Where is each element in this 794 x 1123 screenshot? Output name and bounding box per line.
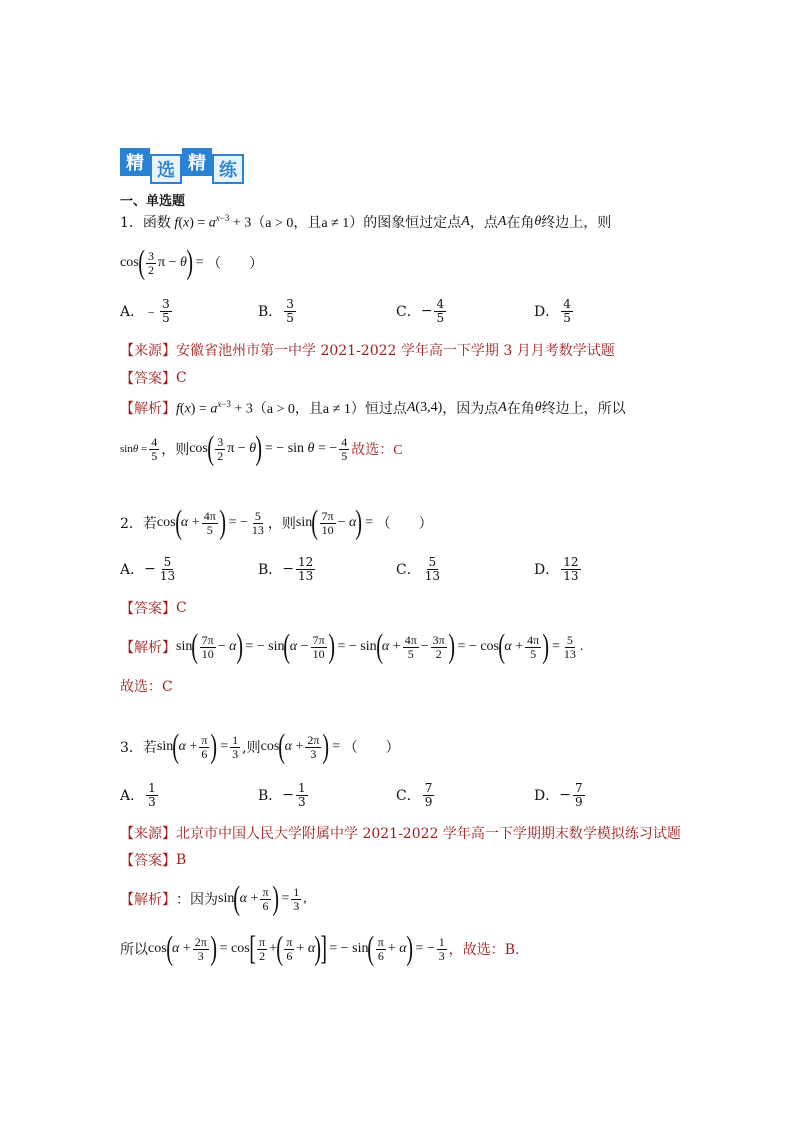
option-numerator: 7 <box>424 781 433 795</box>
q1-option-a <box>120 298 174 324</box>
q1-expression: cos ( $\frac{3}{2}$ π − θ ) = （ ） <box>120 244 264 281</box>
option-denominator: 13 <box>298 568 314 583</box>
q1-option-d <box>534 298 575 324</box>
option-letter: B． <box>258 304 283 321</box>
theta: θ <box>534 214 542 229</box>
option-numerator: 12 <box>298 555 314 569</box>
option-letter: C． <box>396 562 421 579</box>
analysis-conclusion: ，故选：B. <box>448 942 520 958</box>
q3-source <box>120 823 681 843</box>
option-sign: − <box>282 561 295 578</box>
point-coordinates: A(3,4) <box>406 400 443 415</box>
option-letter: C． <box>396 788 421 805</box>
header-tile: 练 <box>212 154 244 184</box>
option-letter: D． <box>534 562 560 579</box>
q1-analysis-line2: sinθ = $\frac{4}{5}$ ，则 cos ( $\frac{3}{2}$ π − θ ) = − sin θ = − $\frac{4}{5}$ 故选：C <box>120 430 403 467</box>
q3-option-a <box>120 782 160 808</box>
stem-text: ,则 <box>242 740 261 756</box>
option-denominator: 13 <box>159 568 176 583</box>
q1-answer <box>120 368 187 388</box>
question-number: 2．若 <box>120 516 157 532</box>
option-letter: D． <box>534 788 560 805</box>
answer-value: C <box>176 370 187 386</box>
question-number: 3．若 <box>120 740 157 756</box>
q2-stem: 2．若 cos ( α + $\frac{4\pi}{5}$ ) = − $\frac{5}{13}$ ，则 sin ( $\frac{7\pi}{10}$ − α ) = （ ） <box>120 504 433 541</box>
q3-option-c <box>396 782 436 808</box>
function-expression: $f(x) = a^{x-3} + 3$ <box>176 398 253 417</box>
answer-blank: （ ） <box>343 740 400 756</box>
option-letter: B． <box>258 788 283 805</box>
q2-option-a <box>120 556 179 582</box>
stem-text: ，点 <box>469 215 498 231</box>
option-denominator: 9 <box>424 794 433 809</box>
option-numerator: 4 <box>436 297 445 311</box>
option-sign: − <box>282 787 295 804</box>
option-letter: A． <box>120 788 145 805</box>
analysis-text: ，则 <box>161 443 190 458</box>
header-tile: 精 <box>182 148 212 176</box>
answer-blank: （ ） <box>207 257 264 272</box>
option-letter: B． <box>258 562 283 579</box>
analysis-text: 终边上，所以 <box>541 401 626 417</box>
answer-value: B <box>176 852 187 868</box>
header-tile: 选 <box>150 154 182 184</box>
option-denominator: 5 <box>286 310 294 325</box>
point-a: A <box>461 214 470 229</box>
q3-analysis-line1: 【解析】 ：因为 sin ( α + $\frac{\pi}{6}$ ) = $\frac{1}{3}$ , <box>120 880 307 917</box>
condition-text: （a > 0，且a ≠ 1） <box>251 216 364 231</box>
option-denominator: 5 <box>436 310 445 325</box>
option-denominator: 5 <box>162 310 170 325</box>
q2-answer <box>120 598 187 618</box>
option-numerator: 12 <box>563 555 579 569</box>
condition-text: （a > 0，且a ≠ 1） <box>252 402 365 417</box>
option-letter: A． <box>120 562 145 579</box>
option-sign: − <box>559 787 571 804</box>
answer-label: 【答案】 <box>120 601 176 617</box>
q3-option-d <box>534 782 587 808</box>
analysis-conclusion: 故选：C <box>351 443 403 458</box>
option-numerator: 1 <box>298 781 306 795</box>
option-denominator: 9 <box>574 794 583 809</box>
stem-text: ，则 <box>267 516 296 532</box>
option-numerator: 3 <box>162 297 170 311</box>
answer-label: 【答案】 <box>120 371 176 387</box>
stem-text: 终边上，则 <box>541 215 612 231</box>
option-letter: D． <box>534 304 560 321</box>
theta: θ <box>534 400 542 415</box>
q3-answer <box>120 850 186 870</box>
analysis-label: 【解析】 <box>120 640 176 656</box>
q1-option-c <box>396 298 448 324</box>
option-numerator: 5 <box>163 555 172 569</box>
option-numerator: 7 <box>574 781 583 795</box>
option-numerator: 4 <box>563 297 571 311</box>
option-numerator: 1 <box>148 781 156 795</box>
analysis-text: ：因为 <box>176 892 218 908</box>
question-number: 1． <box>120 215 143 231</box>
answer-value: C <box>176 600 187 616</box>
analysis-text: ，因为点 <box>442 401 499 417</box>
source-text: 安徽省池州市第一中学 2021-2022 学年高一下学期 3 月月考数学试题 <box>176 343 615 359</box>
section-title: 一、单选题 <box>120 194 186 209</box>
stem-text: 在角 <box>506 215 535 231</box>
analysis-text: 所以 <box>120 942 148 958</box>
source-text: 北京市中国人民大学附属中学 2021-2022 学年高一下学期期末数学模拟练习试题 <box>176 826 681 842</box>
q2-option-c <box>396 556 444 582</box>
option-letter: C． <box>396 304 421 321</box>
option-numerator: 5 <box>428 555 437 569</box>
analysis-text: 在角 <box>506 401 535 417</box>
function-expression: $f(x) = a^{x-3} + 3$ <box>174 212 252 231</box>
answer-label: 【答案】 <box>120 853 176 869</box>
option-denominator: 13 <box>424 568 440 583</box>
q2-conclusion: 故选：C <box>120 679 173 695</box>
analysis-label: 【解析】 <box>120 401 176 417</box>
option-letter: A． <box>120 304 145 321</box>
q1-source <box>120 340 615 360</box>
q3-analysis-line2: 所以 cos ( α + $\frac{2\pi}{3}$ ) = cos [ $\frac{\pi}{2}$ + ( $\frac{\pi}{6}$ + α ) ] = − sin ( $\frac{\pi}{6}$ + α ) = − $\frac{1}{3}$ ，故选：B. <box>120 930 520 967</box>
option-denominator: 3 <box>148 794 156 809</box>
q3-option-b <box>258 782 310 808</box>
analysis-text: 恒过点 <box>364 401 407 417</box>
q3-stem: 3．若 sin ( α + $\frac{\pi}{6}$ ) = $\frac{1}{3}$ ,则 cos ( α + $\frac{2\pi}{3}$ ) = （ ） <box>120 728 400 765</box>
analysis-label: 【解析】 <box>120 892 176 908</box>
stem-text: 的图象恒过定点 <box>363 215 462 231</box>
option-denominator: 13 <box>563 568 579 583</box>
q1-option-b <box>258 298 298 324</box>
q1-analysis-line1 <box>120 398 626 418</box>
q2-option-d <box>534 556 583 582</box>
option-denominator: 3 <box>298 794 306 809</box>
header-banner <box>120 148 244 184</box>
source-label: 【来源】 <box>120 826 176 842</box>
source-label: 【来源】 <box>120 343 176 359</box>
q1-stem <box>120 212 611 232</box>
option-sign: − <box>144 561 156 578</box>
stem-text: 函数 <box>142 215 171 231</box>
option-sign: − <box>420 303 433 320</box>
q2-option-b <box>258 556 317 582</box>
q2-analysis: 【解析】 sin ( $\frac{7\pi}{10}$ − α ) = − sin ( α − $\frac{7\pi}{10}$ ) = − sin ( α + $\frac{4\pi}{5}$ − $\frac{3\pi}{2}$ ) = − cos ( α + $\frac{4\pi}{5}$ ) = $\frac{5}{13}$ . <box>120 628 584 665</box>
point-a: A <box>497 214 507 229</box>
option-numerator: 3 <box>286 297 294 311</box>
answer-blank: （ ） <box>376 516 433 532</box>
point-a: A <box>498 400 507 415</box>
header-tile: 精 <box>120 148 150 176</box>
option-sign: ﹣ <box>144 304 159 321</box>
option-denominator: 5 <box>563 310 571 325</box>
